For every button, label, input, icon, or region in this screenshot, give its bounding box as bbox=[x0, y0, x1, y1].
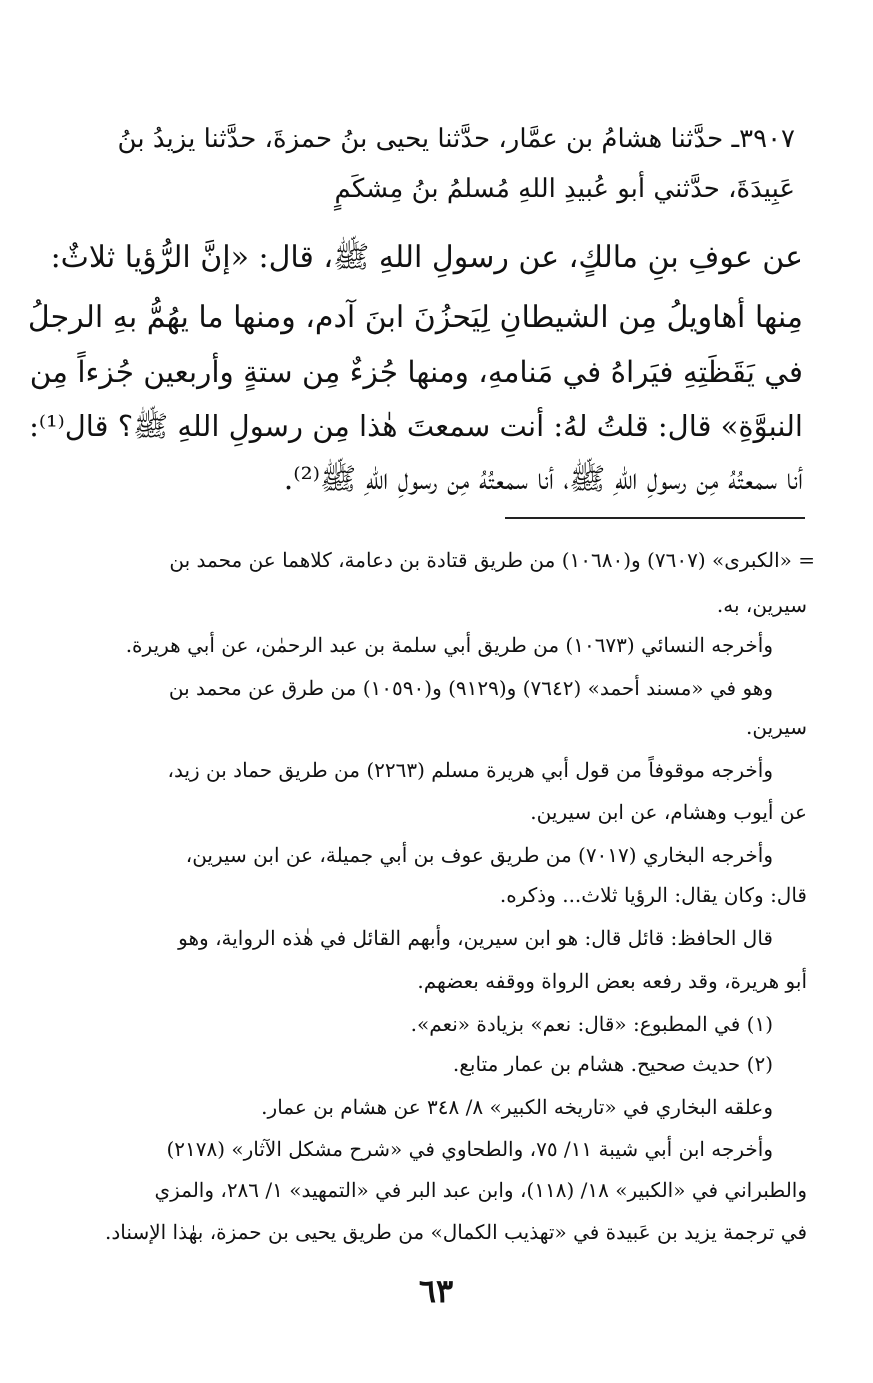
footnote-line: وأخرجه ابن أبي شيبة ١١/ ٧٥، والطحاوي في «شرح مشكل الآثار» (٢١٧٨) bbox=[166, 1137, 773, 1161]
footnote-line: وعلقه البخاري في «تاريخه الكبير» ٨/ ٣٤٨ عن هشام بن عمار. bbox=[261, 1095, 773, 1119]
hadith-matn-line-5: أنا سمعتُهُ مِن رسولِ اللهِ ﷺ، أنا سمعتُهُ مِن رسولِ اللهِ ﷺ⁽²⁾. bbox=[283, 462, 803, 497]
footnote-2: (٢) حديث صحيح. هشام بن عمار متابع. bbox=[452, 1052, 773, 1076]
footnote-line: والطبراني في «الكبير» ١٨/ (١١٨)، وابن عبد البر في «التمهيد» ١/ ٢٨٦، والمزي bbox=[154, 1178, 807, 1202]
footnote-line: سيرين. bbox=[746, 715, 807, 739]
hadith-matn-line-4: النبوَّةِ» قال: قلتُ لهُ: أنت سمعتَ هٰذا مِن رسولِ اللهِ ﷺ؟ قال⁽¹⁾: bbox=[29, 409, 803, 443]
footnote-line: وأخرجه موقوفاً من قول أبي هريرة مسلم (٢٢٦٣) من طريق حماد بن زيد، bbox=[167, 758, 773, 782]
hadith-matn-line-1: عن عوفِ بنِ مالكٍ، عن رسولِ اللهِ ﷺ، قال: «إنَّ الرُّؤيا ثلاثٌ: bbox=[50, 240, 803, 275]
footnote-line: سيرين، به. bbox=[716, 593, 807, 617]
footnote-line: عن أيوب وهشام، عن ابن سيرين. bbox=[530, 800, 807, 824]
hadith-isnad-line-1: ٣٩٠٧ـ حدَّثنا هشامُ بن عمَّار، حدَّثنا يحيى بنُ حمزةَ، حدَّثنا يزيدُ بنُ bbox=[117, 124, 795, 154]
footnote-line: قال: وكان يقال: الرؤيا ثلاث... وذكره. bbox=[499, 883, 807, 907]
footnote-line: في ترجمة يزيد بن عَبيدة في «تهذيب الكمال» من طريق يحيى بن حمزة، بهٰذا الإسناد. bbox=[105, 1220, 807, 1244]
hadith-isnad-line-2: عَبِيدَةَ، حدَّثني أبو عُبيدِ اللهِ مُسلمُ بنُ مِشكَمٍ bbox=[334, 174, 795, 204]
hadith-matn-line-2: مِنها أهاويلُ مِن الشيطانِ لِيَحزُنَ ابنَ آدم، ومنها ما يهُمُّ بهِ الرجلُ bbox=[27, 300, 803, 335]
footnote-line: = «الكبرى» (٧٦٠٧) و(١٠٦٨٠) من طريق قتادة بن دعامة، كلاهما عن محمد بن bbox=[169, 548, 815, 572]
page-number: ٦٣ bbox=[418, 1272, 454, 1310]
footnote-divider bbox=[505, 517, 805, 519]
footnote-line: قال الحافظ: قائل قال: هو ابن سيرين، وأبهم القائل في هٰذه الرواية، وهو bbox=[178, 926, 773, 950]
footnote-line: وهو في «مسند أحمد» (٧٦٤٢) و(٩١٢٩) و(١٠٥٩٠) من طرق عن محمد بن bbox=[168, 676, 773, 700]
footnote-line: وأخرجه البخاري (٧٠١٧) من طريق عوف بن أبي جميلة، عن ابن سيرين، bbox=[185, 843, 773, 867]
hadith-matn-line-3: في يَقَظَتِهِ فيَراهُ في مَنامهِ، ومنها جُزءٌ مِن ستةٍ وأربعين جُزءاً مِن bbox=[29, 355, 803, 389]
footnote-line: أبو هريرة، وقد رفعه بعض الرواة ووقفه بعضهم. bbox=[417, 969, 807, 993]
footnote-line: وأخرجه النسائي (١٠٦٧٣) من طريق أبي سلمة بن عبد الرحمٰن، عن أبي هريرة. bbox=[125, 633, 773, 657]
footnote-1: (١) في المطبوع: «قال: نعم» بزيادة «نعم». bbox=[410, 1012, 773, 1036]
